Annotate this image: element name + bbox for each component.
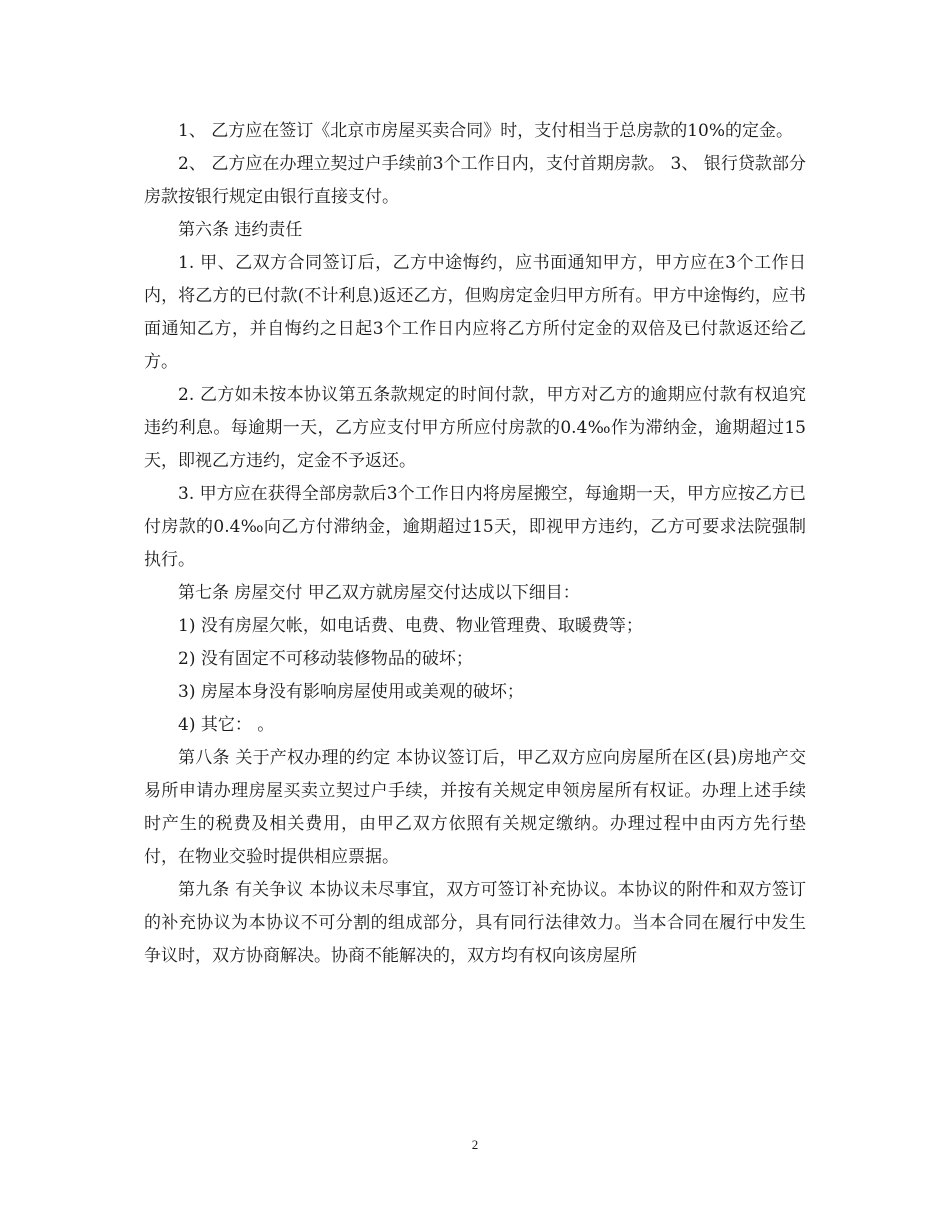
document-body (144, 115, 806, 973)
paragraph-breach-2: 2. 乙方如未按本协议第五条款规定的时间付款，甲方对乙方的逾期应付款有权追究违约利息。每逾期一天，乙方应支付甲方所应付房款的0.4‰作为滞纳金，逾期超过15天，即视乙方违约，定金不予返还。 (144, 385, 806, 471)
list-item-delivery-2: 2) 没有固定不可移动装修物品的破坏； (178, 649, 473, 669)
list-item-delivery-4: 4) 其它： 。 (178, 715, 275, 735)
paragraph-breach-1: 1. 甲、乙双方合同签订后，乙方中途悔约，应书面通知甲方，甲方应在3个工作日内，将乙方的已付款(不计利息)返还乙方，但购房定金归甲方所有。甲方中途悔约，应书面通知乙方，并自悔约之日起3个工作日内应将乙方所付定金的双倍及已付款返还给乙方。 (144, 253, 806, 372)
paragraph-deposit-payment: 1、 乙方应在签订《北京市房屋买卖合同》时，支付相当于总房款的10%的定金。 (178, 121, 794, 141)
page-number: 2 (471, 1137, 479, 1152)
paragraph-article-eight: 第八条 关于产权办理的约定 本协议签订后，甲乙双方应向房屋所在区(县)房地产交易所申请办理房屋买卖立契过户手续，并按有关规定申领房屋所有权证。办理上述手续时产生的税费及相关费用，由甲乙双方依照有关规定缴纳。办理过程中由丙方先行垫付，在物业交验时提供相应票据。 (144, 748, 806, 867)
article-six-heading: 第六条 违约责任 (178, 220, 303, 240)
article-seven-heading: 第七条 房屋交付 甲乙双方就房屋交付达成以下细目： (178, 583, 580, 603)
list-item-delivery-3: 3) 房屋本身没有影响房屋使用或美观的破坏； (178, 682, 524, 702)
paragraph-article-nine: 第九条 有关争议 本协议未尽事宜，双方可签订补充协议。本协议的附件和双方签订的补充协议为本协议不可分割的组成部分，具有同行法律效力。当本合同在履行中发生争议时，双方协商解决。协商不能解决的，双方均有权向该房屋所 (144, 880, 806, 966)
list-item-delivery-1: 1) 没有房屋欠帐，如电话费、电费、物业管理费、取暖费等； (178, 616, 643, 636)
paragraph-first-payment: 2、 乙方应在办理立契过户手续前3个工作日内，支付首期房款。 3、 银行贷款部分房款按银行规定由银行直接支付。 (144, 154, 806, 207)
paragraph-breach-3: 3. 甲方应在获得全部房款后3个工作日内将房屋搬空，每逾期一天，甲方应按乙方已付房款的0.4‰向乙方付滞纳金，逾期超过15天，即视甲方违约，乙方可要求法院强制执行。 (144, 484, 806, 570)
